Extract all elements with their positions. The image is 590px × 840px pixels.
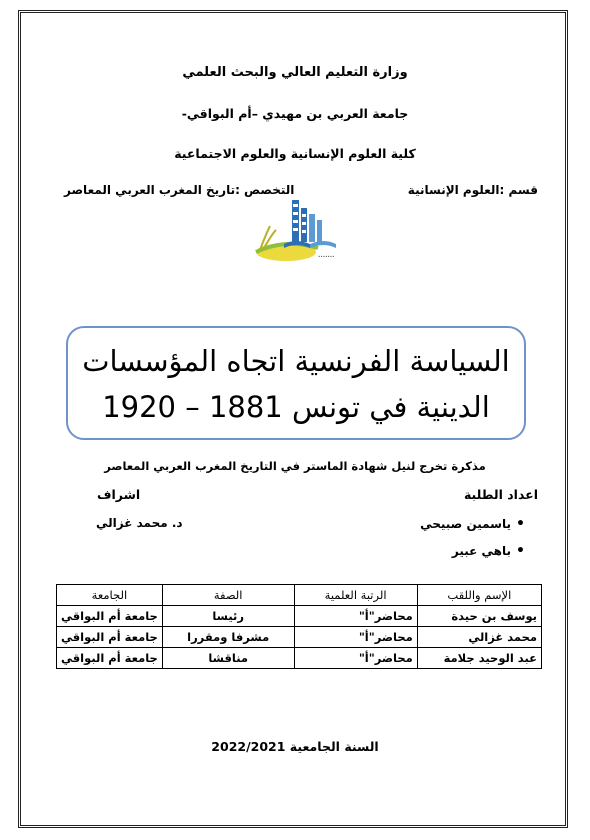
cell-rank: محاضر"أ"	[294, 648, 417, 669]
list-item: • ياسمين صبيحي	[420, 511, 511, 538]
prepared-by-label: اعداد الطلبة	[463, 487, 538, 502]
cell-rank: محاضر"أ"	[294, 606, 417, 627]
header-cell-university: الجامعة	[57, 585, 163, 606]
cell-role: مشرفا ومقررا	[162, 627, 294, 648]
table-row	[57, 627, 542, 648]
table-header-row	[57, 585, 542, 606]
cell-university: جامعة أم البواقي	[57, 648, 163, 669]
header-cell-role: الصفة	[162, 585, 294, 606]
cell-rank: محاضر"أ"	[294, 627, 417, 648]
table-row	[57, 606, 542, 627]
jury-table	[56, 584, 542, 669]
header-cell-rank: الرتبة العلمية	[294, 585, 417, 606]
cell-role: مناقشا	[162, 648, 294, 669]
thesis-title-box	[66, 326, 526, 440]
university-logo-icon	[240, 190, 350, 270]
academic-year: السنة الجامعية 2022/2021	[211, 739, 379, 754]
thesis-title-line-2: الدينية في تونس 1881 – 1920	[102, 390, 490, 424]
header-cell-name: الإسم واللقب	[417, 585, 541, 606]
table-row	[57, 648, 542, 669]
cell-name: محمد غزالي	[417, 627, 541, 648]
cell-university: جامعة أم البواقي	[57, 627, 163, 648]
bullet-icon: •	[516, 543, 525, 559]
cell-name: يوسف بن حيدة	[417, 606, 541, 627]
supervision-label: اشراف	[97, 487, 141, 502]
ministry-name: وزارة التعليم العالي والبحث العلمي	[182, 65, 408, 80]
list-item: • باهي عبير	[420, 538, 511, 565]
cell-role: رئيسا	[162, 606, 294, 627]
cell-university: جامعة أم البواقي	[57, 606, 163, 627]
svg-text:•••••••: •••••••	[318, 254, 335, 259]
faculty-name: كلية العلوم الإنسانية والعلوم الاجتماعية	[174, 146, 416, 161]
thesis-subtitle: مذكرة تخرج لنيل شهادة الماستر في التاريخ المغرب العربي المعاصر	[104, 459, 486, 473]
specialization-label: التخصص :تاريخ المغرب العربي المعاصر	[64, 183, 295, 197]
cell-name: عبد الوحيد جلامة	[417, 648, 541, 669]
students-list	[420, 511, 525, 565]
department-label: قسم :العلوم الإنسانية	[407, 183, 538, 197]
bullet-icon: •	[516, 516, 525, 532]
university-name: جامعة العربي بن مهيدي –أم البواقي-	[181, 106, 409, 121]
thesis-title-line-1: السياسة الفرنسية اتجاه المؤسسات	[82, 344, 510, 378]
supervisor-name: د. محمد غزالي	[96, 516, 183, 530]
